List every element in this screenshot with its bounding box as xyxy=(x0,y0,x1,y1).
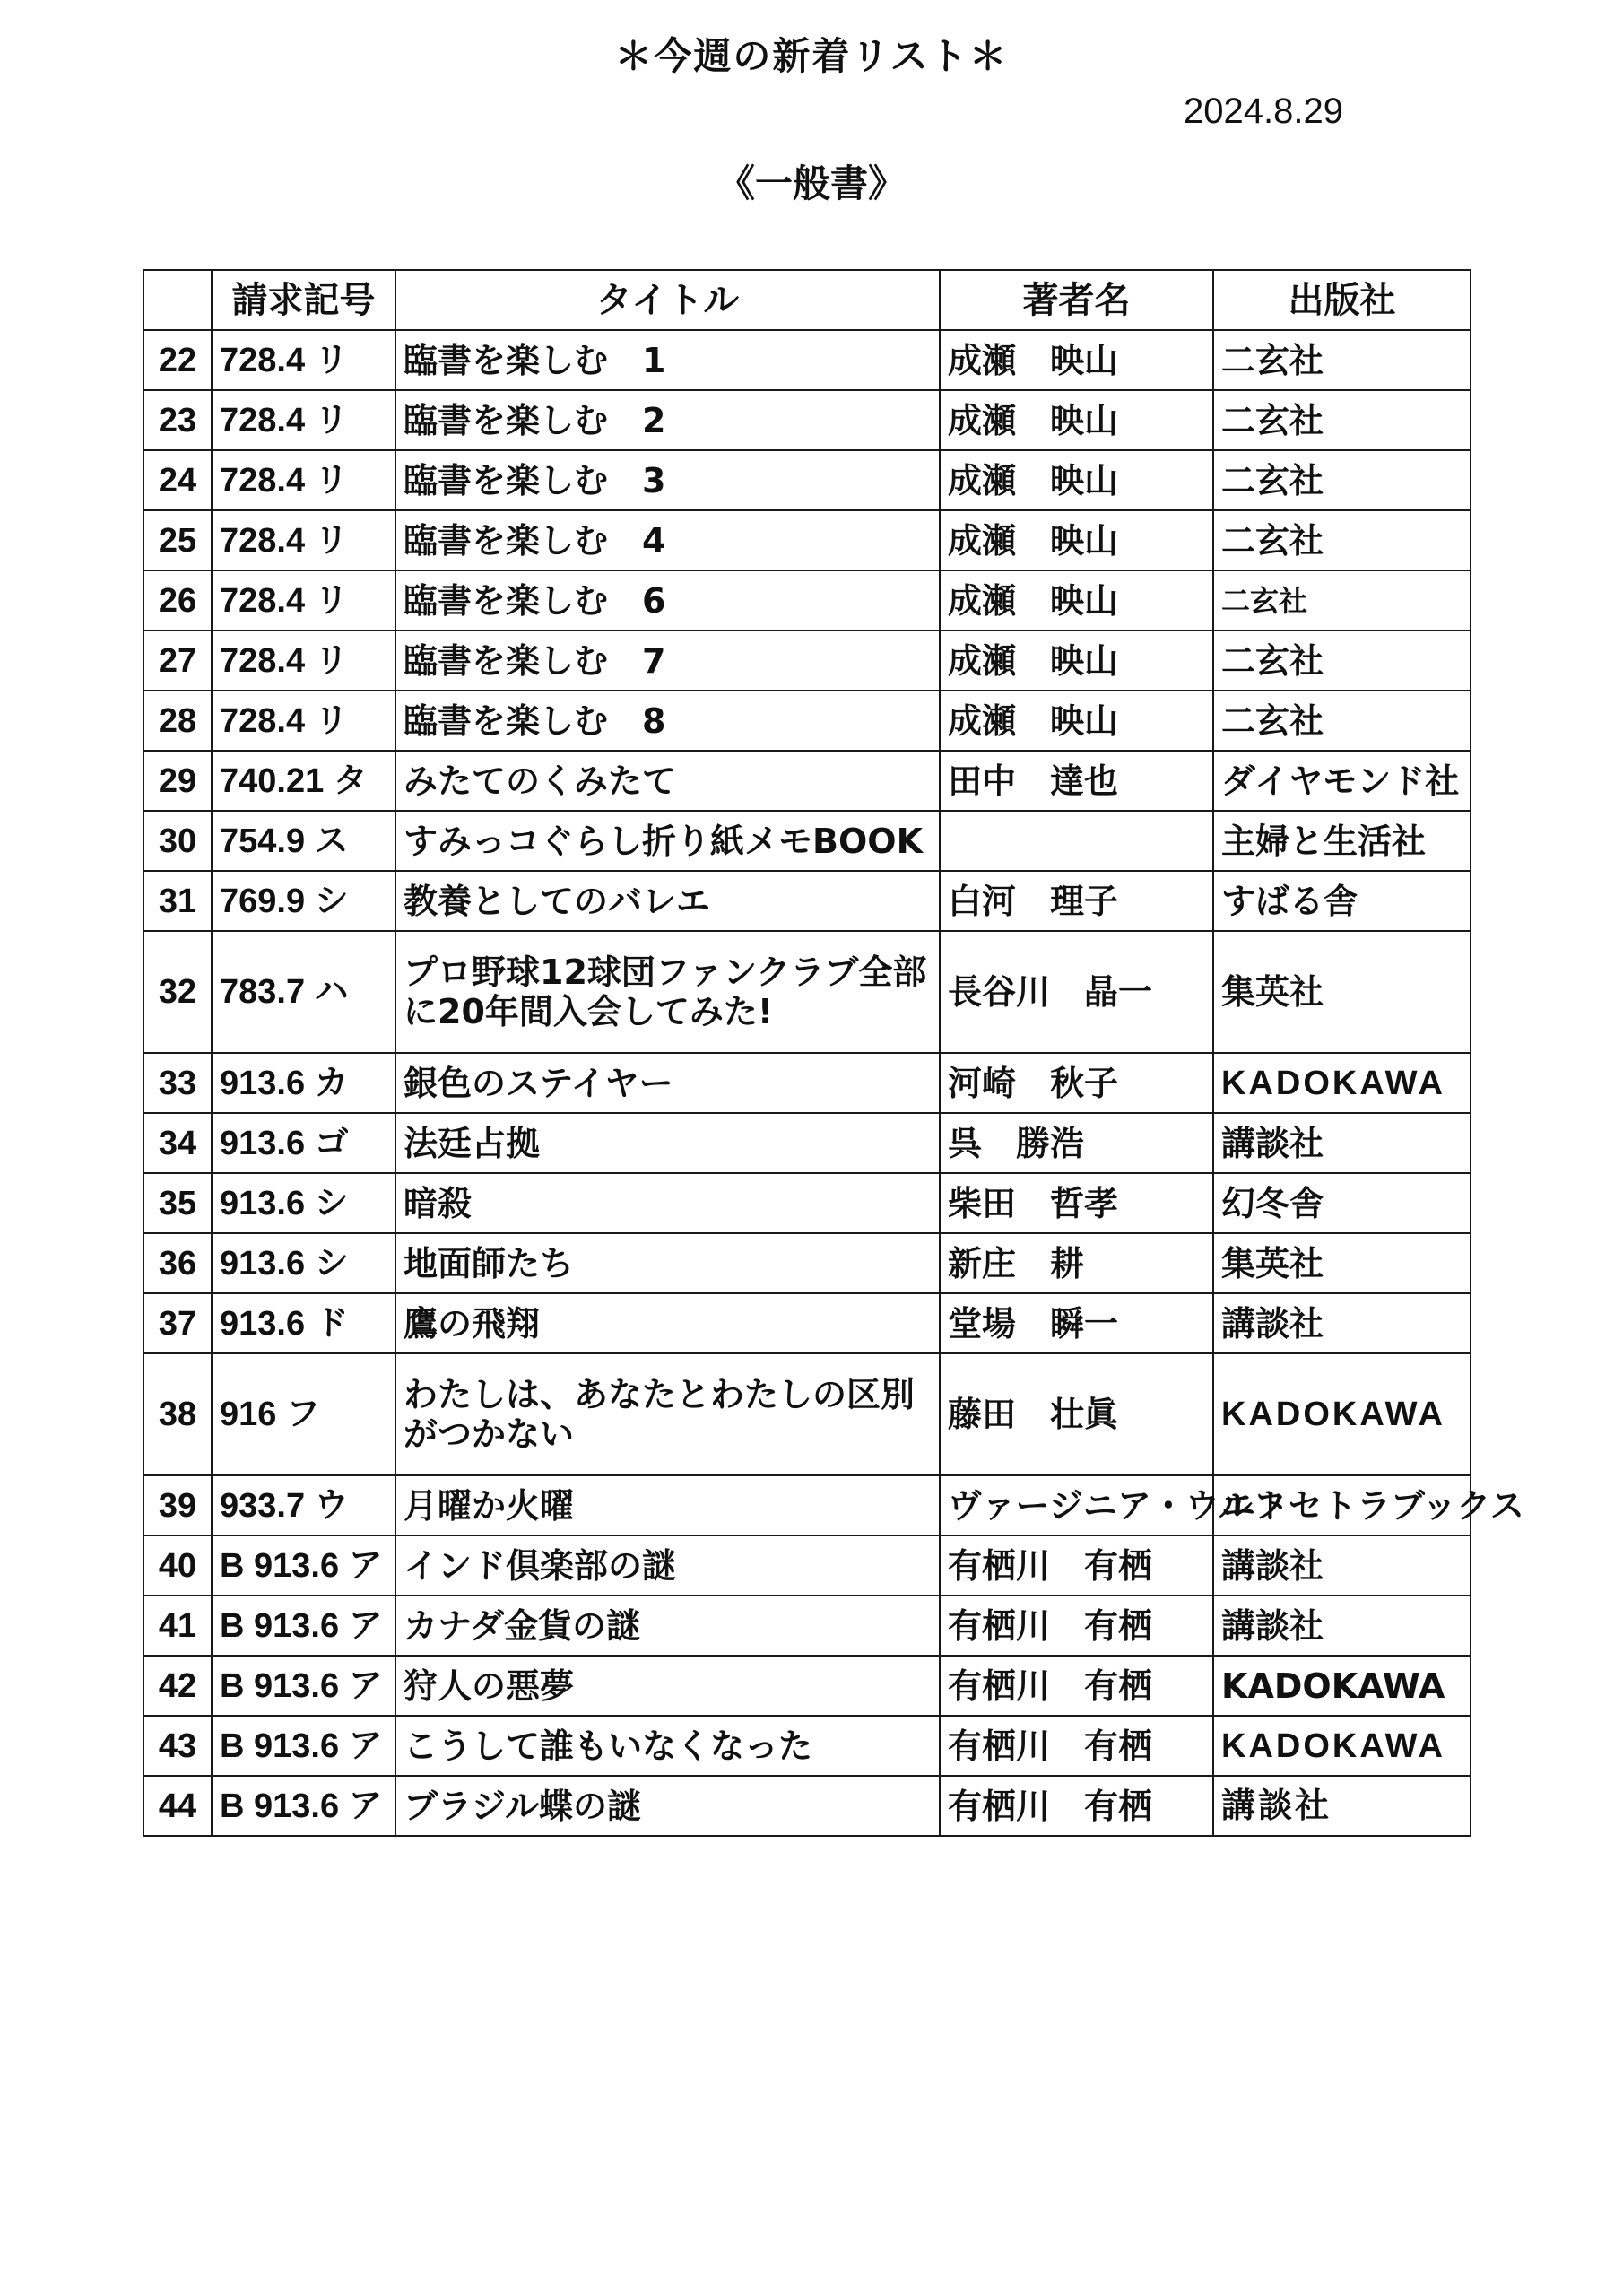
row-number: 38 xyxy=(143,1353,212,1475)
table-row xyxy=(143,631,1471,691)
author-name: 河崎 秋子 xyxy=(940,1053,1213,1113)
book-title: ブラジル蝶の謎 xyxy=(395,1776,940,1836)
call-number: B 913.6 ア xyxy=(212,1656,395,1716)
book-title: 教養としてのバレエ xyxy=(395,871,940,931)
row-number: 28 xyxy=(143,691,212,751)
call-number: 728.4 リ xyxy=(212,510,395,570)
publisher-name: KADOKAWA xyxy=(1213,1353,1471,1475)
author-name: 柴田 哲孝 xyxy=(940,1173,1213,1233)
table-row xyxy=(143,1233,1471,1293)
author-name: 成瀬 映山 xyxy=(940,691,1213,751)
author-name: 成瀬 映山 xyxy=(940,330,1213,390)
call-number: B 913.6 ア xyxy=(212,1535,395,1596)
row-number: 27 xyxy=(143,631,212,691)
table-row xyxy=(143,1353,1471,1475)
author-name: 有栖川 有栖 xyxy=(940,1656,1213,1716)
author-name: 成瀬 映山 xyxy=(940,450,1213,510)
call-number: 740.21 タ xyxy=(212,751,395,811)
publisher-name: 二玄社 xyxy=(1213,570,1471,631)
table-row xyxy=(143,1293,1471,1353)
call-number: 783.7 ハ xyxy=(212,931,395,1053)
call-number: B 913.6 ア xyxy=(212,1716,395,1776)
row-number: 42 xyxy=(143,1656,212,1716)
table-row xyxy=(143,1656,1471,1716)
author-name: 有栖川 有栖 xyxy=(940,1716,1213,1776)
table-row xyxy=(143,811,1471,871)
author-name: 堂場 瞬一 xyxy=(940,1293,1213,1353)
table-row xyxy=(143,691,1471,751)
row-number: 41 xyxy=(143,1596,212,1656)
table-header-row xyxy=(143,270,1471,330)
table-row xyxy=(143,751,1471,811)
author-name xyxy=(940,811,1213,871)
table-row xyxy=(143,390,1471,450)
publisher-name: 主婦と生活社 xyxy=(1213,811,1471,871)
author-name: 呉 勝浩 xyxy=(940,1113,1213,1173)
call-number: 769.9 シ xyxy=(212,871,395,931)
publisher-name: 講談社 xyxy=(1213,1535,1471,1596)
publisher-name: 二玄社 xyxy=(1213,631,1471,691)
book-title: プロ野球12球団ファンクラブ全部に20年間入会してみた! xyxy=(395,931,940,1053)
table-body xyxy=(143,330,1524,1836)
call-number: 728.4 リ xyxy=(212,570,395,631)
publisher-name: エトセトラブックス xyxy=(1213,1475,1471,1535)
publisher-name: 講談社 xyxy=(1213,1776,1471,1836)
author-name: 有栖川 有栖 xyxy=(940,1596,1213,1656)
book-title: 狩人の悪夢 xyxy=(395,1656,940,1716)
call-number: 916 フ xyxy=(212,1353,395,1475)
table-row xyxy=(143,871,1471,931)
table-row xyxy=(143,510,1471,570)
call-number: 728.4 リ xyxy=(212,330,395,390)
publisher-name: 二玄社 xyxy=(1213,390,1471,450)
author-name: 田中 達也 xyxy=(940,751,1213,811)
book-title: 暗殺 xyxy=(395,1173,940,1233)
author-name: 有栖川 有栖 xyxy=(940,1535,1213,1596)
book-title: 鷹の飛翔 xyxy=(395,1293,940,1353)
call-number: 728.4 リ xyxy=(212,390,395,450)
publisher-name: KADOKAWA xyxy=(1213,1716,1471,1776)
list-date: 2024.8.29 xyxy=(1184,91,1343,131)
author-name: 成瀬 映山 xyxy=(940,570,1213,631)
call-number: 933.7 ウ xyxy=(212,1475,395,1535)
table-row xyxy=(143,1053,1471,1113)
column-header-title: タイトル xyxy=(395,270,940,330)
book-title: 臨書を楽しむ 8 xyxy=(395,691,940,751)
row-number: 39 xyxy=(143,1475,212,1535)
table-row xyxy=(143,1535,1471,1596)
row-number: 30 xyxy=(143,811,212,871)
publisher-name: 集英社 xyxy=(1213,931,1471,1053)
call-number: B 913.6 ア xyxy=(212,1776,395,1836)
publisher-name: 二玄社 xyxy=(1213,450,1471,510)
publisher-name: 講談社 xyxy=(1213,1113,1471,1173)
column-header-publisher: 出版社 xyxy=(1213,270,1471,330)
publisher-name: 講談社 xyxy=(1213,1293,1471,1353)
new-arrivals-table xyxy=(143,269,1524,1837)
page-title: ＊今週の新着リスト＊ xyxy=(614,34,1009,78)
author-name: 成瀬 映山 xyxy=(940,390,1213,450)
row-number: 44 xyxy=(143,1776,212,1836)
book-title: 地面師たち xyxy=(395,1233,940,1293)
book-title: 銀色のステイヤー xyxy=(395,1053,940,1113)
publisher-name: すばる舎 xyxy=(1213,871,1471,931)
call-number: 913.6 シ xyxy=(212,1233,395,1293)
table-row xyxy=(143,1173,1471,1233)
book-title: 臨書を楽しむ 6 xyxy=(395,570,940,631)
book-title: カナダ金貨の謎 xyxy=(395,1596,940,1656)
book-title: 臨書を楽しむ 3 xyxy=(395,450,940,510)
section-heading: 《一般書》 xyxy=(716,161,906,205)
book-title: わたしは、あなたとわたしの区別がつかない xyxy=(395,1353,940,1475)
table-row xyxy=(143,1596,1471,1656)
call-number: 913.6 シ xyxy=(212,1173,395,1233)
call-number: 728.4 リ xyxy=(212,691,395,751)
call-number: 913.6 ド xyxy=(212,1293,395,1353)
author-name: ヴァージニア・ウルフ xyxy=(940,1475,1213,1535)
row-number: 22 xyxy=(143,330,212,390)
row-number: 35 xyxy=(143,1173,212,1233)
table-row xyxy=(143,1475,1471,1535)
book-title: みたてのくみたて xyxy=(395,751,940,811)
author-name: 成瀬 映山 xyxy=(940,510,1213,570)
table-row xyxy=(143,1716,1471,1776)
publisher-name: ダイヤモンド社 xyxy=(1213,751,1471,811)
call-number: 728.4 リ xyxy=(212,631,395,691)
book-title: こうして誰もいなくなった xyxy=(395,1716,940,1776)
book-title: 臨書を楽しむ 4 xyxy=(395,510,940,570)
row-number: 34 xyxy=(143,1113,212,1173)
call-number: 913.6 カ xyxy=(212,1053,395,1113)
row-number: 26 xyxy=(143,570,212,631)
book-title: すみっコぐらし折り紙メモBOOK xyxy=(395,811,940,871)
row-number: 43 xyxy=(143,1716,212,1776)
row-number: 24 xyxy=(143,450,212,510)
table-row xyxy=(143,570,1471,631)
column-header-number xyxy=(143,270,212,330)
column-header-author: 著者名 xyxy=(940,270,1213,330)
author-name: 有栖川 有栖 xyxy=(940,1776,1213,1836)
book-title: 臨書を楽しむ 7 xyxy=(395,631,940,691)
author-name: 新庄 耕 xyxy=(940,1233,1213,1293)
table-row xyxy=(143,1776,1471,1836)
column-header-call-number: 請求記号 xyxy=(212,270,395,330)
call-number: 913.6 ゴ xyxy=(212,1113,395,1173)
publisher-name: 集英社 xyxy=(1213,1233,1471,1293)
publisher-name: 二玄社 xyxy=(1213,330,1471,390)
table-row xyxy=(143,931,1471,1053)
row-number: 40 xyxy=(143,1535,212,1596)
row-number: 33 xyxy=(143,1053,212,1113)
author-name: 成瀬 映山 xyxy=(940,631,1213,691)
book-title: 臨書を楽しむ 2 xyxy=(395,390,940,450)
author-name: 白河 理子 xyxy=(940,871,1213,931)
row-number: 29 xyxy=(143,751,212,811)
table-row xyxy=(143,450,1471,510)
book-title: インド倶楽部の謎 xyxy=(395,1535,940,1596)
book-title: 法廷占拠 xyxy=(395,1113,940,1173)
publisher-name: 二玄社 xyxy=(1213,691,1471,751)
book-title: 臨書を楽しむ 1 xyxy=(395,330,940,390)
call-number: B 913.6 ア xyxy=(212,1596,395,1656)
author-name: 長谷川 晶一 xyxy=(940,931,1213,1053)
call-number: 728.4 リ xyxy=(212,450,395,510)
row-number: 32 xyxy=(143,931,212,1053)
table-row xyxy=(143,330,1471,390)
publisher-name: KADOKAWA xyxy=(1213,1053,1471,1113)
row-number: 23 xyxy=(143,390,212,450)
publisher-name: 講談社 xyxy=(1213,1596,1471,1656)
table-row xyxy=(143,1113,1471,1173)
author-name: 藤田 壮眞 xyxy=(940,1353,1213,1475)
publisher-name: KADOKAWA xyxy=(1213,1656,1471,1716)
book-title: 月曜か火曜 xyxy=(395,1475,940,1535)
publisher-name: 二玄社 xyxy=(1213,510,1471,570)
publisher-name: 幻冬舎 xyxy=(1213,1173,1471,1233)
row-number: 31 xyxy=(143,871,212,931)
row-number: 25 xyxy=(143,510,212,570)
call-number: 754.9 ス xyxy=(212,811,395,871)
row-number: 36 xyxy=(143,1233,212,1293)
row-number: 37 xyxy=(143,1293,212,1353)
